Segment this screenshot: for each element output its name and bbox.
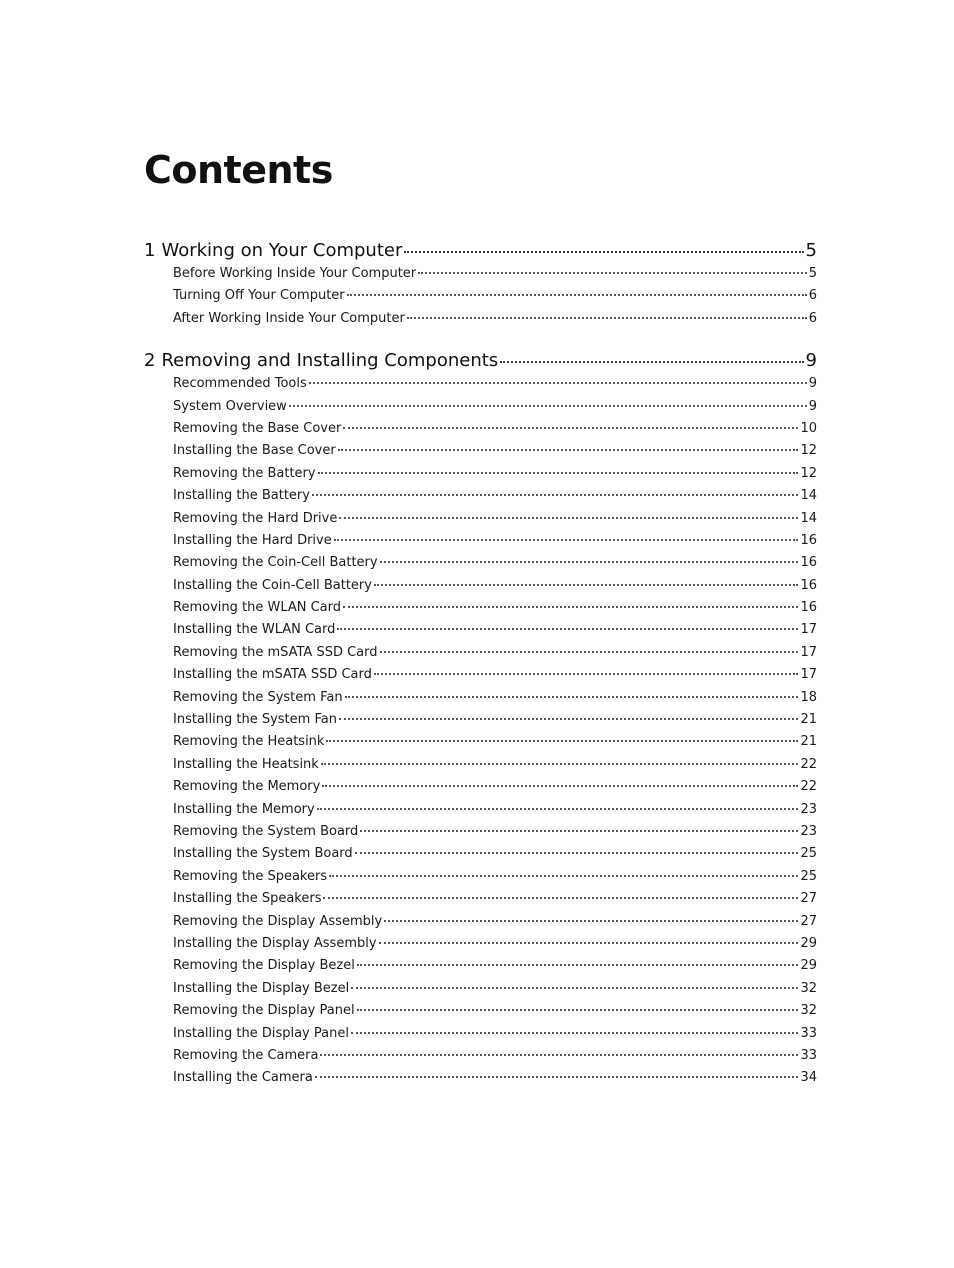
dot-leader: [351, 1032, 798, 1034]
toc-entry-page-number: 27: [800, 913, 817, 929]
toc-entry[interactable]: [144, 288, 817, 310]
toc-entry[interactable]: [144, 891, 817, 913]
dot-leader: [380, 651, 799, 653]
toc-entry-label: Removing the Display Panel: [173, 1003, 355, 1019]
toc-entry-page-number: 21: [800, 734, 817, 750]
toc-entry-label: Removing the System Board: [173, 823, 359, 839]
dot-leader: [318, 472, 799, 474]
toc-entry-page-number: 29: [800, 958, 817, 974]
toc-entry-label: Removing the mSATA SSD Card: [173, 644, 378, 660]
dot-leader: [338, 449, 799, 451]
toc-entry[interactable]: [144, 869, 817, 891]
toc-entry-page-number: 6: [808, 288, 817, 304]
toc-entry-page-number: 25: [800, 868, 817, 884]
toc-entry[interactable]: [144, 667, 817, 689]
toc-entry-page-number: 34: [800, 1070, 817, 1086]
toc-entry-label: Installing the System Board: [173, 846, 353, 862]
dot-leader: [380, 561, 799, 563]
dot-leader: [337, 628, 798, 630]
toc-entry-label: Installing the Base Cover: [173, 443, 336, 459]
toc-entry[interactable]: [144, 376, 817, 398]
toc-entry-label: Installing the Hard Drive: [173, 532, 332, 548]
toc-entry[interactable]: [144, 1026, 817, 1048]
toc-entry[interactable]: [144, 511, 817, 533]
toc-entry[interactable]: [144, 712, 817, 734]
toc-entry[interactable]: [144, 399, 817, 421]
dot-leader: [334, 539, 799, 541]
dot-leader: [329, 875, 798, 877]
toc-entry-page-number: 29: [800, 935, 817, 951]
dot-leader: [379, 942, 799, 944]
toc-entry[interactable]: [144, 958, 817, 980]
dot-leader: [345, 696, 799, 698]
dot-leader: [289, 405, 807, 407]
toc-entry[interactable]: [144, 981, 817, 1003]
toc-entry[interactable]: [144, 311, 817, 333]
dot-leader: [322, 785, 798, 787]
dot-leader: [357, 964, 799, 966]
toc-entry-label: Installing the Battery: [173, 488, 310, 504]
toc-entry-page-number: 22: [800, 756, 817, 772]
toc-entry[interactable]: [144, 1070, 817, 1092]
toc-entry-page-number: 12: [800, 465, 817, 481]
dot-leader: [312, 494, 799, 496]
toc-entry-label: After Working Inside Your Computer: [173, 310, 405, 326]
toc-entry-label: Before Working Inside Your Computer: [173, 266, 417, 281]
toc-chapter-heading[interactable]: [144, 350, 817, 376]
toc-entry-label: Removing the Display Assembly: [173, 913, 383, 929]
toc-entry-page-number: 12: [800, 443, 817, 459]
toc-entry-page-number: 17: [800, 667, 817, 683]
toc-entry-label: Removing the Hard Drive: [173, 510, 338, 526]
toc-entry-page-number: 17: [800, 644, 817, 660]
toc-entry-label: Installing the Display Panel: [173, 1025, 349, 1041]
dot-leader: [317, 808, 799, 810]
dot-leader: [407, 317, 807, 319]
toc-entry-label: Removing the Coin-Cell Battery: [173, 555, 378, 571]
toc-chapter: [144, 240, 817, 333]
toc-entry-page-number: 32: [800, 980, 817, 996]
toc-entry-label: Turning Off Your Computer: [173, 288, 345, 304]
toc-entry-page-number: 6: [808, 310, 817, 326]
toc-entry-page-number: 16: [800, 532, 817, 548]
toc-entry-label: Removing the Speakers: [173, 868, 328, 884]
toc-entry-page-number: 16: [800, 555, 817, 571]
chapter-title: Removing and Installing Components: [161, 350, 499, 372]
page-title: Contents: [144, 148, 333, 192]
toc-entry-page-number: 5: [808, 266, 817, 281]
toc-entry[interactable]: [144, 266, 817, 288]
dot-leader: [355, 852, 799, 854]
toc-entry-page-number: 32: [800, 1003, 817, 1019]
toc-entry[interactable]: [144, 757, 817, 779]
toc-entry[interactable]: [144, 914, 817, 936]
toc-entry-label: Installing the Display Assembly: [173, 935, 377, 951]
toc-entry[interactable]: [144, 690, 817, 712]
toc-entry-page-number: 33: [800, 1047, 817, 1063]
toc-entry[interactable]: [144, 779, 817, 801]
dot-leader: [309, 382, 807, 384]
dot-leader: [351, 987, 798, 989]
toc-entry[interactable]: [144, 936, 817, 958]
dot-leader: [315, 1076, 799, 1078]
dot-leader: [418, 272, 807, 274]
toc-entry[interactable]: [144, 802, 817, 824]
dot-leader: [343, 606, 798, 608]
toc-entry-label: Removing the Heatsink: [173, 734, 325, 750]
toc-entry-label: Recommended Tools: [173, 376, 307, 392]
toc-entry-page-number: 33: [800, 1025, 817, 1041]
dot-leader: [320, 1054, 798, 1056]
dot-leader: [326, 740, 798, 742]
toc-entry[interactable]: [144, 578, 817, 600]
toc-entry[interactable]: [144, 488, 817, 510]
toc-entry[interactable]: [144, 555, 817, 577]
dot-leader: [339, 718, 799, 720]
toc-entry-label: Removing the WLAN Card: [173, 600, 342, 616]
toc-entry-page-number: 23: [800, 801, 817, 817]
dot-leader: [323, 897, 798, 899]
toc-entry-label: Removing the Camera: [173, 1047, 319, 1063]
toc-entry-label: Installing the Speakers: [173, 891, 322, 907]
toc-entry-label: Removing the System Fan: [173, 689, 343, 705]
toc-entry-page-number: 16: [800, 577, 817, 593]
dot-leader: [374, 584, 798, 586]
toc-entry-label: Removing the Memory: [173, 779, 321, 795]
toc-entry-page-number: 16: [800, 600, 817, 616]
toc-entry-label: Installing the Display Bezel: [173, 980, 350, 996]
toc-entry-label: Removing the Battery: [173, 465, 316, 481]
chapter-page-number: 5: [805, 240, 817, 261]
toc-chapter: [144, 350, 817, 1093]
toc-entry-label: Installing the System Fan: [173, 712, 337, 728]
toc-entry-page-number: 23: [800, 823, 817, 839]
dot-leader: [360, 830, 798, 832]
toc-entry[interactable]: [144, 1048, 817, 1070]
toc-entry[interactable]: [144, 443, 817, 465]
toc-entry[interactable]: [144, 734, 817, 756]
dot-leader: [500, 361, 803, 363]
chapter-number: 2: [144, 350, 156, 372]
toc-entry-label: Installing the WLAN Card: [173, 622, 336, 638]
toc-entry-page-number: 17: [800, 622, 817, 638]
dot-leader: [339, 517, 798, 519]
toc-entry-label: System Overview: [173, 398, 287, 414]
dot-leader: [321, 763, 799, 765]
toc-entry[interactable]: [144, 421, 817, 443]
toc-entry-page-number: 27: [800, 891, 817, 907]
toc-entry[interactable]: [144, 600, 817, 622]
dot-leader: [374, 673, 799, 675]
toc-entry-page-number: 21: [800, 712, 817, 728]
toc-entry[interactable]: [144, 622, 817, 644]
toc-entry[interactable]: [144, 824, 817, 846]
dot-leader: [384, 920, 798, 922]
dot-leader: [357, 1009, 799, 1011]
toc-entry-page-number: 9: [808, 398, 817, 414]
toc-entry[interactable]: [144, 645, 817, 667]
toc-entry[interactable]: [144, 533, 817, 555]
toc-entry[interactable]: [144, 1003, 817, 1025]
dot-leader: [343, 427, 798, 429]
chapter-number: 1: [144, 240, 156, 261]
toc-entry-label: Installing the Heatsink: [173, 756, 319, 772]
toc-chapter-heading[interactable]: [144, 240, 817, 266]
toc-entry[interactable]: [144, 466, 817, 488]
dot-leader: [404, 251, 803, 253]
toc-entry-page-number: 25: [800, 846, 817, 862]
chapter-title: Working on Your Computer: [161, 240, 403, 261]
toc-entry-page-number: 9: [808, 376, 817, 392]
toc-entry-label: Installing the Memory: [173, 801, 315, 817]
toc-entry[interactable]: [144, 846, 817, 868]
chapter-page-number: 9: [805, 350, 817, 372]
toc-entry-page-number: 14: [800, 488, 817, 504]
toc-entry-label: Installing the Coin-Cell Battery: [173, 577, 372, 593]
toc-entry-page-number: 22: [800, 779, 817, 795]
toc-entry-label: Removing the Base Cover: [173, 420, 342, 436]
toc-entry-label: Installing the mSATA SSD Card: [173, 667, 372, 683]
dot-leader: [347, 294, 807, 296]
toc-entry-label: Installing the Camera: [173, 1070, 313, 1086]
toc-entry-page-number: 18: [800, 689, 817, 705]
toc-entry-label: Removing the Display Bezel: [173, 958, 355, 974]
table-of-contents: [144, 240, 817, 1110]
toc-entry-page-number: 10: [800, 420, 817, 436]
toc-entry-page-number: 14: [800, 510, 817, 526]
